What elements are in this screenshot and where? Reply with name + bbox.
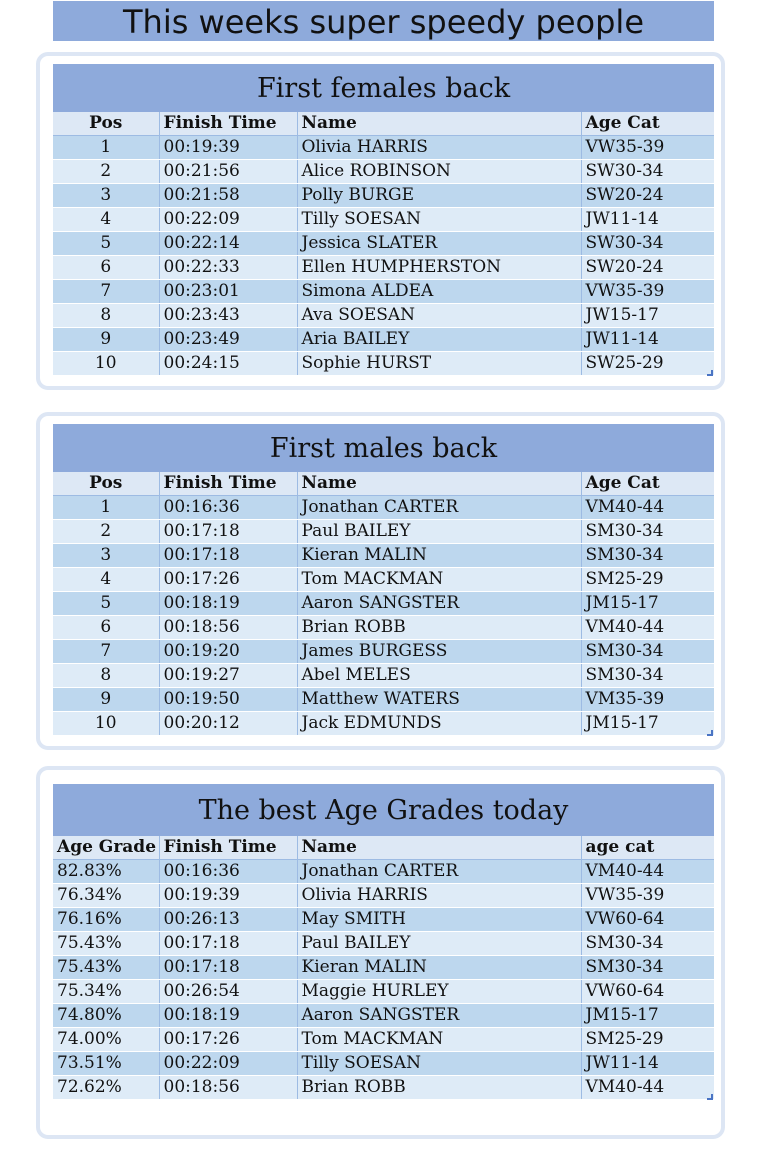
table-cell: Jack EDMUNDS: [297, 712, 581, 736]
table-cell: SM30-34: [581, 932, 714, 956]
table-header-row: [53, 112, 714, 136]
table-cell: 4: [53, 208, 159, 232]
table-cell: 00:19:39: [159, 884, 297, 908]
females-table-title: First females back: [53, 64, 714, 112]
table-cell: JW15-17: [581, 304, 714, 328]
table-resize-handle[interactable]: [707, 1094, 713, 1100]
table-cell: Jessica SLATER: [297, 232, 581, 256]
table-cell: Kieran MALIN: [297, 544, 581, 568]
table-cell: 00:18:19: [159, 592, 297, 616]
table-row: [53, 1076, 714, 1100]
table-row: [53, 592, 714, 616]
table-cell: VW35-39: [581, 136, 714, 160]
table-cell: 00:18:56: [159, 616, 297, 640]
table-cell: VM40-44: [581, 1076, 714, 1100]
table-cell: 00:19:39: [159, 136, 297, 160]
table-row: [53, 160, 714, 184]
table-cell: 00:22:14: [159, 232, 297, 256]
table-cell: 00:17:18: [159, 544, 297, 568]
table-cell: 00:19:27: [159, 664, 297, 688]
table-row: [53, 568, 714, 592]
table-cell: VM35-39: [581, 688, 714, 712]
table-cell: VM40-44: [581, 496, 714, 520]
table-cell: JW11-14: [581, 208, 714, 232]
table-cell: 10: [53, 712, 159, 736]
table-row: [53, 664, 714, 688]
table-row: [53, 184, 714, 208]
table-cell: 2: [53, 160, 159, 184]
table-cell: 75.43%: [53, 932, 159, 956]
column-header: Finish Time: [159, 836, 297, 860]
table-cell: SM30-34: [581, 640, 714, 664]
table-row: [53, 304, 714, 328]
table-resize-handle[interactable]: [707, 730, 713, 736]
column-header: Finish Time: [159, 112, 297, 136]
table-cell: VM40-44: [581, 860, 714, 884]
table-cell: Aria BAILEY: [297, 328, 581, 352]
column-header: Name: [297, 836, 581, 860]
table-cell: 00:17:26: [159, 568, 297, 592]
table-cell: Paul BAILEY: [297, 932, 581, 956]
table-cell: 75.43%: [53, 956, 159, 980]
table-cell: Maggie HURLEY: [297, 980, 581, 1004]
column-header: Pos: [53, 112, 159, 136]
table-cell: 3: [53, 544, 159, 568]
table-cell: Tom MACKMAN: [297, 568, 581, 592]
table-cell: Aaron SANGSTER: [297, 592, 581, 616]
table-row: [53, 1004, 714, 1028]
table-cell: 9: [53, 688, 159, 712]
table-row: [53, 328, 714, 352]
table-cell: 00:23:01: [159, 280, 297, 304]
table-cell: 74.00%: [53, 1028, 159, 1052]
table-row: [53, 980, 714, 1004]
table-cell: 00:18:19: [159, 1004, 297, 1028]
table-cell: VW60-64: [581, 908, 714, 932]
table-cell: JM15-17: [581, 592, 714, 616]
table-cell: 5: [53, 592, 159, 616]
table-cell: SW25-29: [581, 352, 714, 376]
table-cell: 00:17:18: [159, 956, 297, 980]
table-cell: 00:26:54: [159, 980, 297, 1004]
table-cell: VM40-44: [581, 616, 714, 640]
table-header-row: [53, 472, 714, 496]
table-cell: Ellen HUMPHERSTON: [297, 256, 581, 280]
table-row: [53, 520, 714, 544]
table-cell: 8: [53, 304, 159, 328]
table-cell: Tilly SOESAN: [297, 208, 581, 232]
column-header: Name: [297, 112, 581, 136]
table-cell: Abel MELES: [297, 664, 581, 688]
column-header: Age Cat: [581, 112, 714, 136]
table-resize-handle[interactable]: [707, 370, 713, 376]
table-cell: 00:23:43: [159, 304, 297, 328]
table-cell: 7: [53, 640, 159, 664]
table-row: [53, 208, 714, 232]
table-row: [53, 932, 714, 956]
age-grades-table: [53, 784, 714, 1100]
table-cell: 00:22:09: [159, 208, 297, 232]
column-header: Age Grade: [53, 836, 159, 860]
table-cell: 00:22:33: [159, 256, 297, 280]
table-cell: SW30-34: [581, 232, 714, 256]
table-cell: 00:21:56: [159, 160, 297, 184]
table-cell: 2: [53, 520, 159, 544]
table-row: [53, 544, 714, 568]
table-cell: 8: [53, 664, 159, 688]
table-cell: Jonathan CARTER: [297, 496, 581, 520]
table-cell: 00:20:12: [159, 712, 297, 736]
table-cell: Alice ROBINSON: [297, 160, 581, 184]
age-grades-table-title: The best Age Grades today: [53, 784, 714, 836]
table-cell: SM25-29: [581, 1028, 714, 1052]
column-header: Pos: [53, 472, 159, 496]
table-row: [53, 712, 714, 736]
table-row: [53, 352, 714, 376]
table-cell: SW30-34: [581, 160, 714, 184]
table-cell: Jonathan CARTER: [297, 860, 581, 884]
table-cell: 73.51%: [53, 1052, 159, 1076]
table-cell: 76.34%: [53, 884, 159, 908]
table-cell: 1: [53, 136, 159, 160]
table-cell: 75.34%: [53, 980, 159, 1004]
table-row: [53, 256, 714, 280]
table-row: [53, 280, 714, 304]
table-cell: SM30-34: [581, 956, 714, 980]
table-cell: Polly BURGE: [297, 184, 581, 208]
table-row: [53, 136, 714, 160]
table-cell: 1: [53, 496, 159, 520]
page-title: This weeks super speedy people: [53, 1, 714, 41]
table-cell: SW20-24: [581, 184, 714, 208]
table-cell: 00:16:36: [159, 860, 297, 884]
table-cell: Tilly SOESAN: [297, 1052, 581, 1076]
table-cell: Simona ALDEA: [297, 280, 581, 304]
column-header: age cat: [581, 836, 714, 860]
table-cell: SM30-34: [581, 664, 714, 688]
table-row: [53, 688, 714, 712]
table-cell: 7: [53, 280, 159, 304]
table-header-row: [53, 836, 714, 860]
column-header: Finish Time: [159, 472, 297, 496]
table-row: [53, 616, 714, 640]
table-cell: May SMITH: [297, 908, 581, 932]
males-table: [53, 424, 714, 736]
table-cell: 74.80%: [53, 1004, 159, 1028]
table-cell: 6: [53, 616, 159, 640]
table-cell: 00:22:09: [159, 1052, 297, 1076]
table-row: [53, 860, 714, 884]
table-cell: 82.83%: [53, 860, 159, 884]
males-table-title: First males back: [53, 424, 714, 472]
table-cell: 00:26:13: [159, 908, 297, 932]
table-row: [53, 1052, 714, 1076]
table-row: [53, 232, 714, 256]
table-cell: 00:19:20: [159, 640, 297, 664]
table-cell: Ava SOESAN: [297, 304, 581, 328]
table-cell: Paul BAILEY: [297, 520, 581, 544]
table-cell: SM30-34: [581, 520, 714, 544]
table-cell: 76.16%: [53, 908, 159, 932]
table-cell: SW20-24: [581, 256, 714, 280]
table-cell: Matthew WATERS: [297, 688, 581, 712]
table-cell: Sophie HURST: [297, 352, 581, 376]
table-cell: VW35-39: [581, 884, 714, 908]
table-cell: JM15-17: [581, 1004, 714, 1028]
table-cell: 00:18:56: [159, 1076, 297, 1100]
table-cell: SM30-34: [581, 544, 714, 568]
table-cell: 00:21:58: [159, 184, 297, 208]
table-cell: 10: [53, 352, 159, 376]
table-cell: 00:23:49: [159, 328, 297, 352]
table-cell: 5: [53, 232, 159, 256]
table-cell: 00:17:18: [159, 932, 297, 956]
table-cell: SM25-29: [581, 568, 714, 592]
table-cell: JM15-17: [581, 712, 714, 736]
table-cell: Olivia HARRIS: [297, 136, 581, 160]
table-cell: Kieran MALIN: [297, 956, 581, 980]
table-cell: 00:16:36: [159, 496, 297, 520]
table-cell: 3: [53, 184, 159, 208]
females-table: [53, 64, 714, 376]
table-cell: 00:19:50: [159, 688, 297, 712]
table-row: [53, 908, 714, 932]
table-cell: Tom MACKMAN: [297, 1028, 581, 1052]
table-row: [53, 884, 714, 908]
table-cell: Brian ROBB: [297, 1076, 581, 1100]
table-row: [53, 496, 714, 520]
table-cell: 4: [53, 568, 159, 592]
table-cell: 72.62%: [53, 1076, 159, 1100]
table-cell: 00:24:15: [159, 352, 297, 376]
table-cell: 6: [53, 256, 159, 280]
table-cell: Aaron SANGSTER: [297, 1004, 581, 1028]
table-cell: 00:17:18: [159, 520, 297, 544]
table-cell: James BURGESS: [297, 640, 581, 664]
table-cell: VW60-64: [581, 980, 714, 1004]
table-row: [53, 640, 714, 664]
table-row: [53, 1028, 714, 1052]
table-cell: JW11-14: [581, 328, 714, 352]
table-cell: JW11-14: [581, 1052, 714, 1076]
table-cell: VW35-39: [581, 280, 714, 304]
table-cell: 00:17:26: [159, 1028, 297, 1052]
column-header: Age Cat: [581, 472, 714, 496]
table-cell: Brian ROBB: [297, 616, 581, 640]
table-row: [53, 956, 714, 980]
table-cell: Olivia HARRIS: [297, 884, 581, 908]
column-header: Name: [297, 472, 581, 496]
table-cell: 9: [53, 328, 159, 352]
